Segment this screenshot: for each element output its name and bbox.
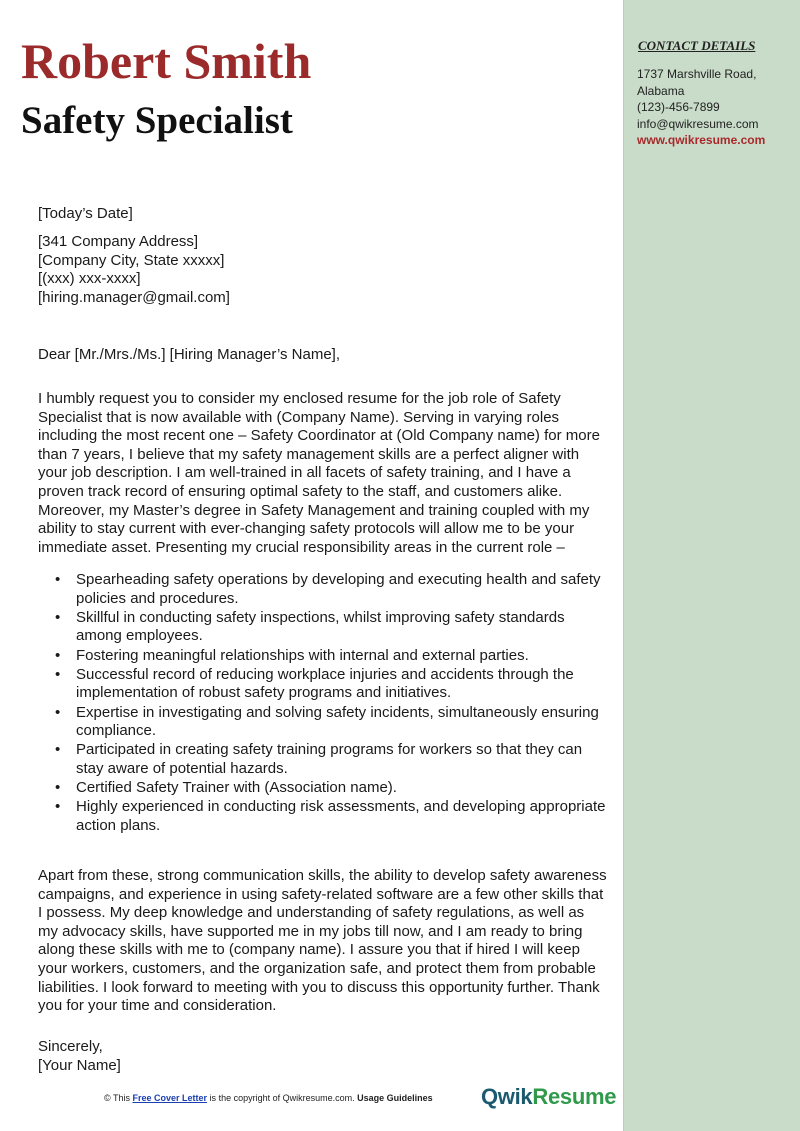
recipient-address	[38, 233, 608, 307]
bullet-icon: •	[55, 608, 61, 626]
signoff: Sincerely,	[38, 1038, 103, 1055]
recipient-line: [341 Company Address]	[38, 233, 199, 250]
list-item-text: Successful record of reducing workplace injuries and accidents through the implementation of robust safety programs and initiatives.	[76, 665, 574, 702]
recipient-line: [Company City, State xxxxx]	[38, 251, 225, 269]
bullet-icon: •	[55, 779, 61, 797]
bullet-icon: •	[55, 646, 61, 664]
candidate-name: Robert Smith	[21, 33, 312, 89]
usage-guidelines-link[interactable]: Usage Guidelines	[357, 1093, 433, 1103]
bullet-icon: •	[55, 571, 61, 588]
contact-address-line2: Alabama	[637, 83, 685, 98]
list-item	[38, 666, 608, 703]
list-item	[38, 647, 608, 666]
responsibility-list	[38, 571, 608, 836]
copyright-icon: ©	[104, 1093, 111, 1103]
list-item-text: Highly experienced in conducting risk assessments, and developing appropriate action plans.	[76, 798, 606, 834]
signature-name: [Your Name]	[38, 1056, 121, 1074]
intro-paragraph: I humbly request you to consider my enclosed resume for the job role of Safety Specialist that is now available with (Company Name). Serving in varying roles including the most recent one – Safety Coordinator at (Old Company name) for more than 7 years, I believe that my safety management skills are a perfect aligner with your job description. I am well-trained in all facets of safety training, and I have a proven track record of ensuring optimal safety to the staff, and customers alike. Moreover, my Master’s degree in Safety Management and training coupled with my ability to stay current with ever-changing safety protocols will allow me to be your immediate asset. Presenting my crucial responsibility areas in the current role –	[38, 390, 600, 556]
logo-resume: Resume	[532, 1084, 617, 1109]
list-item-text: Spearheading safety operations by developing and executing health and safety policies and procedures.	[76, 571, 601, 607]
list-item-text: Fostering meaningful relationships with internal and external parties.	[76, 646, 529, 664]
list-item-text: Skillful in conducting safety inspections, whilst improving safety standards among employees.	[76, 608, 565, 645]
list-item-text: Expertise in investigating and solving safety incidents, simultaneously ensuring compliance.	[76, 703, 599, 740]
list-item-text: Participated in creating safety training programs for workers so that they can stay aware of potential hazards.	[76, 741, 583, 777]
contact-heading: CONTACT DETAILS	[638, 38, 756, 53]
qwikresume-logo[interactable]	[481, 1084, 616, 1110]
bullet-icon: •	[55, 741, 61, 759]
list-item	[38, 571, 608, 608]
recipient-line: [hiring.manager@gmail.com]	[38, 288, 230, 306]
closing-paragraph: Apart from these, strong communication skills, the ability to develop safety awareness campaigns, and experience in using safety-related software are a few other skills that I possess. My deep knowledge and understanding of safety regulations, as well as my advocacy skills, have supported me in my jobs till now, and I am ready to bring along these skills with me to (company name). I assure you that if hired I will keep your workers, customers, and the organization safe, and protect them from probable liabilities. I look forward to meeting with you to discuss this opportunity further. Thank you for your time and consideration.	[38, 867, 607, 1015]
list-item	[38, 609, 608, 646]
bullet-icon: •	[55, 703, 61, 721]
bullet-icon: •	[55, 798, 61, 816]
letter-date: [Today’s Date]	[38, 205, 133, 222]
list-item	[38, 779, 608, 798]
free-cover-letter-link[interactable]: Free Cover Letter	[132, 1093, 208, 1103]
footer-prefix: This	[112, 1093, 130, 1103]
recipient-line: [(xxx) xxx-xxxx]	[38, 270, 141, 288]
signoff-block	[38, 1038, 608, 1075]
job-title: Safety Specialist	[21, 99, 293, 142]
contact-details	[637, 66, 797, 149]
list-item	[38, 798, 608, 835]
list-item	[38, 741, 608, 778]
contact-email[interactable]: info@qwikresume.com	[637, 116, 759, 131]
list-item	[38, 704, 608, 741]
logo-qwik: Qwik	[481, 1084, 533, 1109]
contact-address-line1: 1737 Marshville Road,	[637, 67, 757, 81]
salutation: Dear [Mr./Mrs./Ms.] [Hiring Manager’s Name],	[38, 346, 341, 363]
contact-phone: (123)-456-7899	[637, 100, 720, 114]
copyright-footer	[104, 1093, 433, 1103]
bullet-icon: •	[55, 665, 61, 683]
contact-sidebar	[623, 0, 800, 1131]
list-item-text: Certified Safety Trainer with (Association name).	[76, 779, 397, 797]
contact-website-link[interactable]: www.qwikresume.com	[637, 133, 766, 147]
footer-middle: is the copyright of Qwikresume.com.	[209, 1093, 355, 1103]
